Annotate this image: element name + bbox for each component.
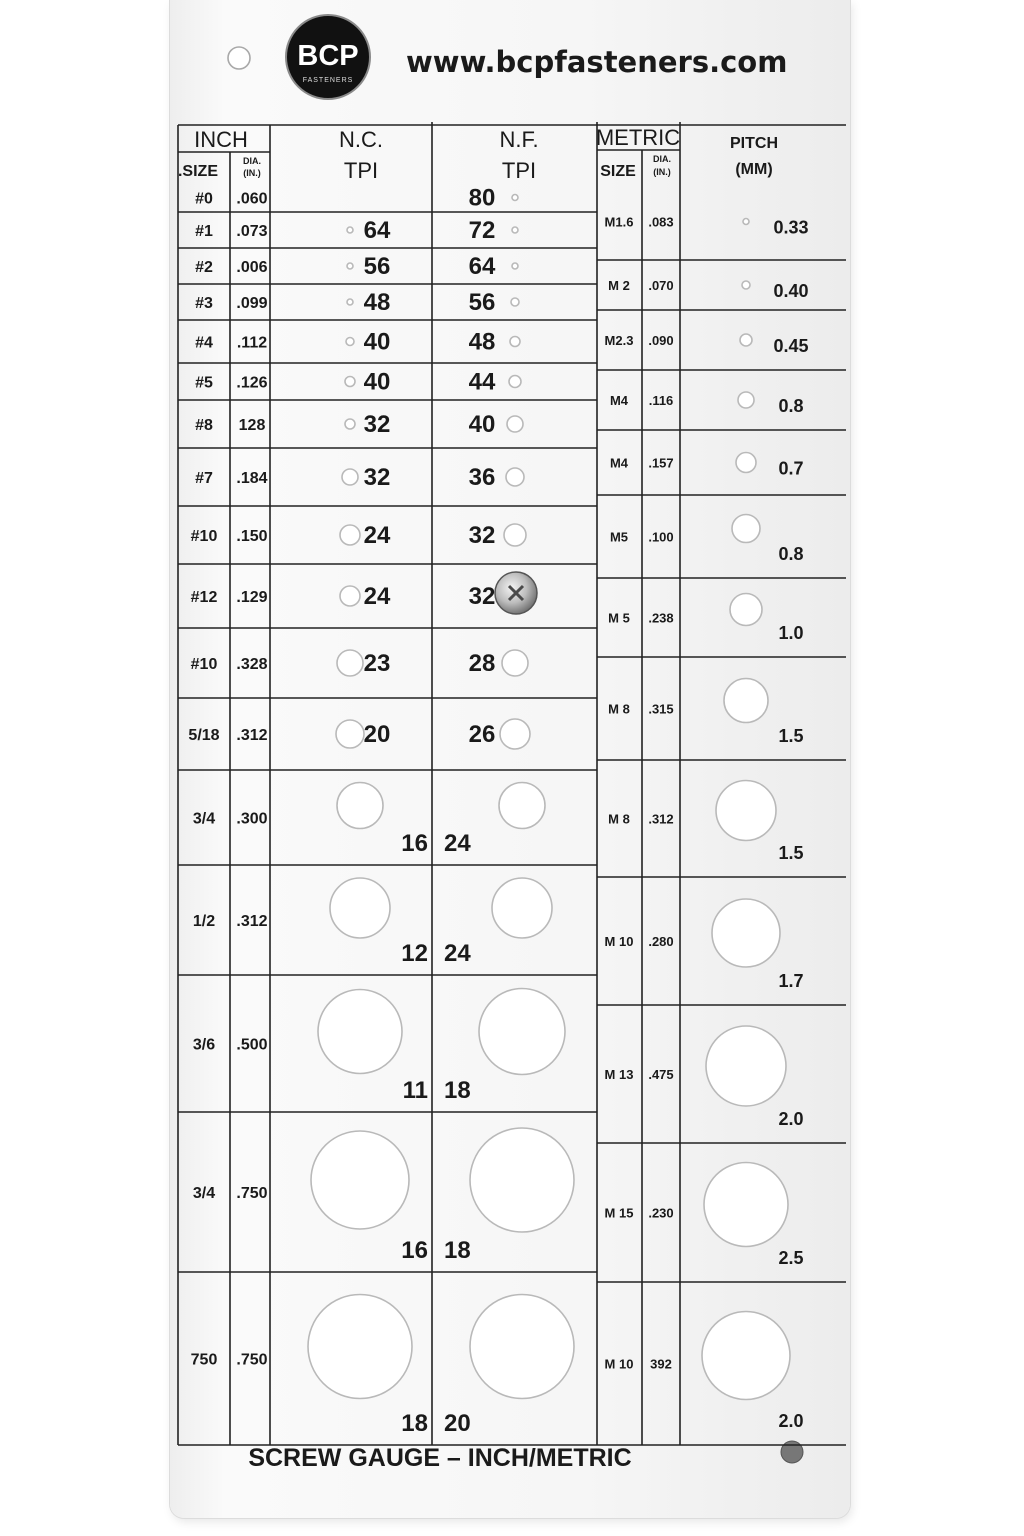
nf-gauge-hole [509, 376, 521, 388]
inch-dia-cell: .328 [236, 656, 268, 673]
metric-dia-cell: .083 [648, 214, 674, 230]
nf-tpi-value: 18 [444, 1237, 471, 1264]
metric-gauge-hole [730, 594, 762, 626]
nc-tpi-value: 12 [401, 940, 428, 967]
metric-size-cell: M1.6 [604, 214, 634, 230]
nc-tpi-value: 56 [363, 253, 391, 280]
nf-tpi-value: 20 [444, 1410, 471, 1437]
nf-tpi-value: 48 [468, 328, 496, 356]
pitch-value: 0.8 [778, 544, 804, 564]
metric-dia-cell: .070 [648, 278, 674, 293]
metric-dia-cell: 392 [650, 1356, 672, 1372]
inch-size-cell: #10 [190, 528, 218, 545]
logo-text: BCP [297, 40, 359, 72]
nc-gauge-hole [311, 1131, 409, 1229]
metric-gauge-hole [736, 453, 756, 473]
metric-size-cell: M 2 [608, 278, 630, 293]
nc-gauge-hole [345, 419, 355, 429]
nf-tpi-value: 40 [468, 411, 496, 438]
metric-gauge-hole [706, 1026, 786, 1106]
inch-size-cell: #0 [195, 190, 213, 208]
metric-size-cell: M4 [609, 393, 629, 408]
inch-size-cell: 3/4 [192, 1185, 216, 1202]
nc-tpi-value: 16 [401, 830, 428, 857]
inch-size-cell: #4 [195, 334, 213, 352]
bcp-logo [286, 15, 370, 99]
nf-tpi-value: 36 [468, 464, 496, 491]
inch-size-cell: #8 [195, 417, 213, 434]
website-url: www.bcpfasteners.com [406, 45, 788, 79]
header-metric-dia: DIA. [653, 154, 671, 164]
inch-size-cell: #3 [195, 295, 213, 312]
metric-dia-cell: .238 [648, 610, 674, 626]
metric-size-cell: M 8 [608, 811, 630, 827]
inch-dia-cell: .112 [236, 334, 268, 352]
nf-gauge-hole [502, 650, 528, 676]
nf-gauge-hole [512, 263, 518, 269]
header-pitch-unit: (MM) [735, 161, 773, 178]
nc-tpi-value: 16 [401, 1237, 428, 1264]
nf-gauge-hole [492, 878, 552, 938]
nc-gauge-hole [330, 878, 390, 938]
header-nc-tpi: TPI [343, 158, 379, 183]
metric-size-cell: M5 [609, 529, 629, 545]
nf-tpi-value: 18 [444, 1077, 471, 1104]
screw-gauge-card [170, 0, 850, 1518]
inch-dia-cell: .500 [236, 1036, 268, 1054]
header-nf: N.F. [499, 127, 539, 152]
nf-gauge-hole [511, 298, 519, 306]
metric-dia-cell: .315 [648, 701, 674, 717]
inch-size-cell: #2 [195, 259, 213, 276]
header-metric-dia-unit: (IN.) [653, 167, 671, 177]
gauge-drawing [170, 0, 850, 1518]
inch-size-cell: #10 [190, 656, 218, 673]
header-metric: METRIC [595, 125, 681, 150]
metric-size-cell: M 13 [604, 1067, 634, 1082]
metric-gauge-hole [704, 1163, 788, 1247]
pitch-value: 2.0 [778, 1411, 804, 1431]
nf-tpi-value: 32 [468, 583, 496, 610]
metric-dia-cell: .090 [648, 333, 674, 348]
nf-tpi-value: 56 [468, 289, 496, 316]
nc-gauge-hole [347, 263, 353, 269]
metric-gauge-hole [716, 781, 776, 841]
nc-gauge-hole [347, 299, 353, 305]
inch-dia-cell: .184 [236, 470, 268, 487]
inch-size-cell: 5/18 [188, 727, 220, 744]
inch-dia-cell: .129 [236, 589, 268, 606]
pitch-value: 0.33 [773, 217, 809, 238]
nf-tpi-value: 26 [468, 721, 496, 748]
inch-dia-cell: .073 [236, 223, 268, 240]
metric-size-cell: M2.3 [604, 333, 634, 348]
pitch-value: 0.40 [773, 281, 809, 301]
metric-size-cell: M 15 [604, 1205, 634, 1221]
metric-size-cell: M 10 [604, 934, 634, 949]
header-metric-size: SIZE [600, 163, 636, 180]
metric-gauge-hole [712, 899, 780, 967]
nf-gauge-hole [506, 468, 524, 486]
nc-gauge-hole [340, 525, 360, 545]
pitch-value: 2.0 [778, 1109, 804, 1129]
inch-dia-cell: .750 [236, 1351, 268, 1369]
inch-size-cell: #12 [190, 589, 218, 606]
nc-gauge-hole [336, 720, 364, 748]
nc-tpi-value: 40 [363, 368, 391, 396]
inch-size-cell: 750 [190, 1351, 218, 1369]
nc-gauge-hole [337, 783, 383, 829]
nc-tpi-value: 24 [363, 522, 391, 549]
nc-tpi-value: 32 [363, 411, 391, 438]
mounting-hole-top [228, 47, 250, 69]
nc-tpi-value: 32 [363, 464, 391, 491]
nc-tpi-value: 40 [363, 328, 391, 356]
nc-gauge-hole [308, 1295, 412, 1399]
nc-tpi-value: 20 [363, 721, 391, 748]
metric-dia-cell: .116 [648, 393, 674, 408]
metric-size-cell: M4 [609, 455, 629, 471]
inch-size-cell: 1/2 [192, 913, 216, 930]
metric-dia-cell: .280 [648, 934, 674, 949]
header-nf-tpi: TPI [501, 158, 537, 183]
inch-size-cell: #1 [195, 223, 213, 240]
nf-gauge-hole [504, 524, 526, 546]
inch-dia-cell: .312 [236, 727, 268, 744]
pitch-value: 1.7 [778, 971, 804, 991]
inch-size-cell: 3/4 [192, 810, 216, 828]
nf-gauge-hole [512, 195, 518, 201]
nf-gauge-hole [500, 719, 530, 749]
nf-gauge-hole [510, 337, 520, 347]
nc-tpi-value: 48 [363, 289, 391, 316]
pitch-value: 0.8 [778, 396, 804, 416]
screw-in-hole [495, 572, 537, 614]
header-inch-dia-unit: (IN.) [243, 168, 261, 178]
table-rows [178, 185, 846, 1446]
header-nc: N.C. [339, 127, 383, 152]
nc-tpi-value: 11 [402, 1077, 428, 1104]
pitch-value: 0.45 [773, 336, 809, 356]
metric-gauge-hole [742, 281, 750, 289]
footer-title: SCREW GAUGE – INCH/METRIC [248, 1444, 632, 1472]
nc-gauge-hole [318, 990, 402, 1074]
nc-gauge-hole [340, 586, 360, 606]
nc-tpi-value: 64 [363, 217, 391, 244]
header-pitch: PITCH [730, 135, 778, 152]
nf-gauge-hole [507, 416, 523, 432]
nf-gauge-hole [470, 1128, 574, 1232]
inch-dia-cell: .300 [236, 810, 268, 828]
nf-gauge-hole [479, 989, 565, 1075]
nf-tpi-value: 24 [444, 830, 471, 857]
metric-gauge-hole [724, 679, 768, 723]
header-inch: INCH [194, 127, 248, 152]
pitch-value: 2.5 [778, 1248, 804, 1268]
inch-dia-cell: .006 [236, 259, 268, 276]
inch-size-cell: #5 [195, 374, 213, 392]
nc-gauge-hole [345, 377, 355, 387]
nf-tpi-value: 28 [468, 650, 496, 677]
inch-dia-cell: .750 [236, 1185, 268, 1202]
inch-dia-cell: .060 [236, 190, 268, 208]
metric-dia-cell: .312 [648, 811, 674, 827]
nf-tpi-value: 80 [468, 184, 496, 212]
metric-dia-cell: .230 [648, 1205, 674, 1221]
nf-tpi-value: 32 [468, 522, 496, 549]
inch-dia-cell: .126 [236, 374, 268, 392]
metric-size-cell: M 5 [608, 610, 630, 626]
inch-dia-cell: .312 [236, 913, 268, 930]
pitch-value: 1.0 [778, 623, 804, 643]
metric-gauge-hole [732, 515, 760, 543]
metric-dia-cell: .475 [648, 1067, 674, 1082]
metric-gauge-hole [738, 392, 754, 408]
nc-gauge-hole [347, 227, 353, 233]
pitch-value: 1.5 [778, 843, 804, 863]
nc-gauge-hole [346, 338, 354, 346]
logo-subtext: FASTENERS [302, 77, 354, 84]
inch-dia-cell: 128 [238, 417, 266, 434]
pitch-value: 0.7 [778, 458, 804, 479]
nf-tpi-value: 44 [468, 368, 496, 396]
pitch-value: 1.5 [778, 726, 804, 746]
metric-size-cell: M 8 [608, 701, 630, 717]
metric-gauge-hole [743, 219, 749, 225]
header-inch-size: .SIZE [177, 163, 219, 180]
nf-tpi-value: 72 [468, 217, 496, 244]
nf-gauge-hole [499, 783, 545, 829]
nf-gauge-hole [470, 1295, 574, 1399]
nf-tpi-value: 64 [468, 253, 496, 280]
nc-tpi-value: 18 [401, 1410, 428, 1437]
inch-size-cell: #7 [195, 470, 213, 487]
metric-dia-cell: .157 [648, 455, 674, 471]
metric-gauge-hole [702, 1312, 790, 1400]
metric-gauge-hole [740, 334, 752, 346]
inch-size-cell: 3/6 [192, 1036, 216, 1054]
inch-dia-cell: .150 [236, 528, 268, 545]
nc-tpi-value: 24 [363, 583, 391, 610]
metric-dia-cell: .100 [648, 529, 674, 545]
metric-size-cell: M 10 [604, 1356, 634, 1372]
nf-tpi-value: 24 [444, 940, 471, 967]
inch-dia-cell: .099 [236, 295, 268, 312]
nc-gauge-hole [337, 650, 363, 676]
nc-gauge-hole [342, 469, 358, 485]
header-inch-dia: DIA. [243, 156, 261, 166]
nf-gauge-hole [512, 227, 518, 233]
nc-tpi-value: 23 [363, 650, 391, 677]
